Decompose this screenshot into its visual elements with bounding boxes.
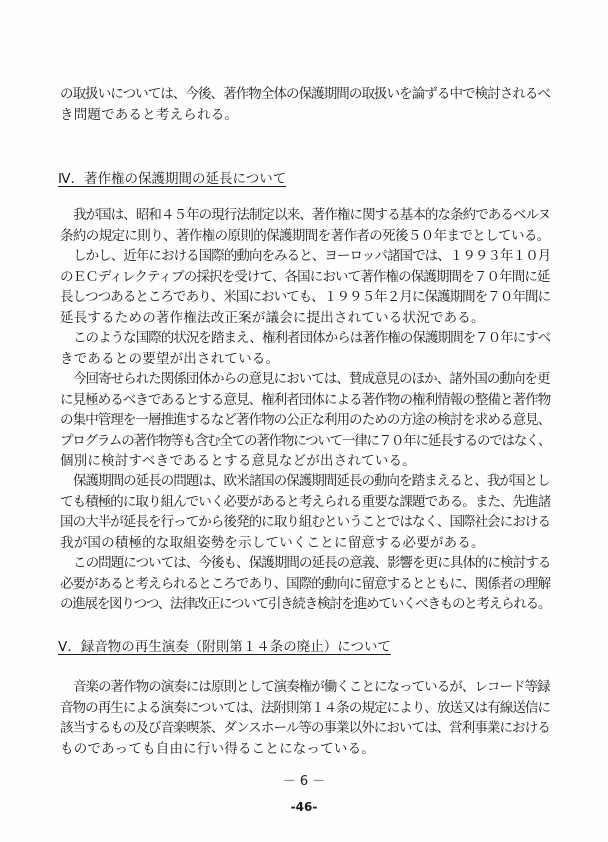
text-line: 国の大半が延長を行ってから後発的に取り組むということではなく、国際社会における bbox=[60, 514, 551, 530]
text-line: ものであっても自由に行い得ることになっている。 bbox=[60, 740, 375, 757]
section-heading-iv: Ⅳ．著作権の保護期間の延長について bbox=[58, 171, 287, 187]
section4-paragraph-5 bbox=[60, 471, 550, 553]
text-line: しかし、近年における国際的動向をみると、ヨーロッパ諸国では、１９９３年１０月 bbox=[73, 248, 551, 264]
text-line: の集中管理を一層推進するなど著作物の公正な利用のための方途の検討を求める意見、 bbox=[60, 412, 551, 428]
page-number: － 6 － bbox=[282, 774, 326, 789]
section4-paragraph-6 bbox=[60, 553, 550, 615]
text-line: き問題であると考えられる。 bbox=[60, 106, 239, 123]
section4-paragraph-4 bbox=[60, 369, 550, 472]
text-line: このような国際的状況を踏まえ、権利者団体からは著作権の保護期間を７０年にすべ bbox=[73, 330, 551, 346]
text-line: この問題については、今後も、保護期間の延長の意義、影響を更に具体的に検討する bbox=[73, 555, 551, 571]
intro-paragraph bbox=[60, 84, 550, 125]
section5-paragraph-1 bbox=[60, 677, 550, 759]
text-line: 長しつつあるところであり、米国においても、１９９５年２月に保護期間を７０年間に bbox=[60, 289, 551, 305]
text-line: 条約の規定に則り、著作権の原則的保護期間を著作者の死後５０年までとしている。 bbox=[60, 227, 550, 244]
text-line: のＥＣディレクティブの採択を受けて、各国において著作権の保護期間を７０年間に延 bbox=[60, 268, 550, 285]
text-line: 我が国は、昭和４５年の現行法制定以来、著作権に関する基本的な条約であるベルヌ bbox=[73, 207, 551, 223]
text-line: 我が国の積極的な取組姿勢を示していくことに留意する必要がある。 bbox=[60, 534, 485, 551]
text-line: の進展を図りつつ、法律改正について引き続き検討を進めていくべきものと考えられる。 bbox=[60, 596, 551, 612]
text-line: きであるとの要望が出されている。 bbox=[60, 350, 280, 367]
text-line: 音楽の著作物の演奏には原則として演奏権が働くことになっているが、レコード等録 bbox=[73, 679, 550, 695]
section4-paragraph-1 bbox=[60, 205, 550, 246]
text-line: 保護期間の延長の問題は、欧米諸国の保護期間延長の動向を踏まえると、我が国とし bbox=[73, 473, 550, 489]
text-line: 延長するための著作権法改正案が議会に提出されている状況である。 bbox=[60, 309, 485, 326]
text-line: 該当するもの及び音楽喫茶、ダンスホール等の事業以外においては、営利事業における bbox=[60, 720, 550, 736]
section-heading-v: Ⅴ．録音物の再生演奏（附則第１４条の廃止）について bbox=[58, 639, 391, 655]
text-line: 今回寄せられた関係団体からの意見においては、賛成意見のほか、諸外国の動向を更 bbox=[73, 371, 550, 387]
volume-page-number: -46- bbox=[290, 800, 318, 814]
text-line: 音物の再生による演奏については、法附則第１４条の規定により、放送又は有線送信に bbox=[60, 699, 551, 716]
section4-paragraph-2 bbox=[60, 246, 550, 328]
text-line: に見極めるべきであるとする意見、権利者団体による著作物の権利情報の整備と著作物 bbox=[60, 391, 551, 408]
text-line: ても積極的に取り組んでいく必要があると考えられる重要な課題である。また、先進諸 bbox=[60, 493, 551, 510]
text-line: 必要があると考えられるところであり、国際的動向に留意するとともに、関係者の理解 bbox=[60, 575, 551, 592]
text-line: の取扱いについては、今後、著作物全体の保護期間の取扱いを論ずる中で検討されるべ bbox=[60, 86, 551, 102]
text-line: プログラムの著作物等も含む全ての著作物について一律に７０年に延長するのではなく、 bbox=[60, 432, 551, 449]
text-line: 個別に検討すべきであるとする意見などが出されている。 bbox=[60, 453, 416, 469]
section4-paragraph-3 bbox=[60, 328, 550, 369]
